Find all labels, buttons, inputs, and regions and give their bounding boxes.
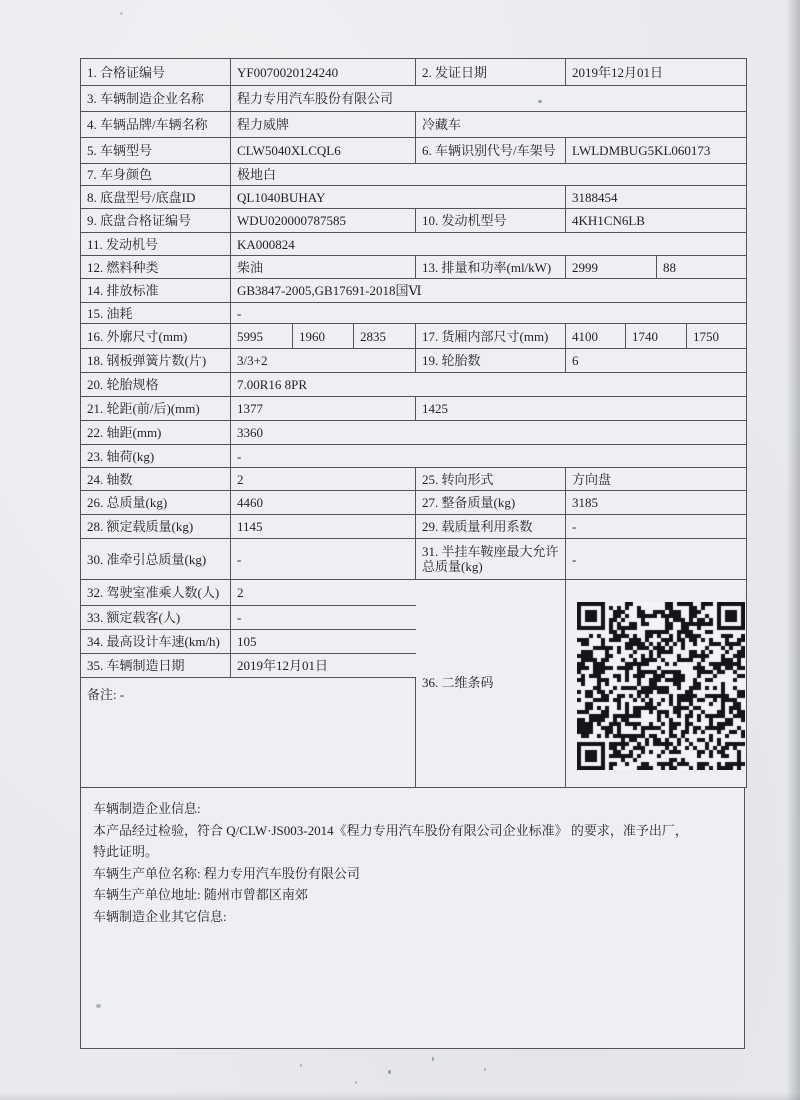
scan-speck bbox=[538, 100, 542, 103]
rated-payload-value: 1145 bbox=[231, 515, 416, 539]
rated-passengers-label: 33. 额定载客(人) bbox=[81, 606, 231, 630]
manufacturer-name-label: 3. 车辆制造企业名称 bbox=[81, 86, 231, 112]
cab-passengers-label: 32. 驾驶室准乘人数(人) bbox=[81, 580, 231, 606]
outer-length-value: 5995 bbox=[231, 324, 293, 349]
leaf-springs-value: 3/3+2 bbox=[231, 349, 416, 373]
body-color-label: 7. 车身颜色 bbox=[81, 164, 231, 186]
vehicle-name-value: 冷藏车 bbox=[416, 112, 746, 138]
steering-type-label: 25. 转向形式 bbox=[416, 468, 566, 491]
body-color-value: 极地白 bbox=[231, 164, 746, 186]
gross-mass-label: 26. 总质量(kg) bbox=[81, 491, 231, 515]
axle-count-label: 24. 轴数 bbox=[81, 468, 231, 491]
row-certificate-no bbox=[81, 59, 746, 86]
row-chassis-model bbox=[81, 186, 746, 209]
row-tyre-spec bbox=[81, 373, 746, 397]
qr-code bbox=[577, 602, 745, 770]
track-rear-value: 1425 bbox=[416, 397, 746, 421]
fifth-wheel-mass-label: 31. 半挂车鞍座最大允许总质量(kg) bbox=[416, 539, 566, 580]
towing-mass-value: - bbox=[231, 539, 416, 580]
chassis-id-value: 3188454 bbox=[566, 186, 746, 209]
scan-speck bbox=[355, 1081, 357, 1084]
chassis-model-value: QL1040BUHAY bbox=[231, 186, 566, 209]
engine-no-value: KA000824 bbox=[231, 233, 746, 256]
fuel-type-label: 12. 燃料种类 bbox=[81, 256, 231, 279]
inspection-statement-line1: 本产品经过检验，符合 Q/CLW·JS003-2014《程力专用汽车股份有限公司企业标准》 的要求，准予出厂， bbox=[93, 822, 688, 838]
chassis-model-label: 8. 底盘型号/底盘ID bbox=[81, 186, 231, 209]
tyre-count-value: 6 bbox=[566, 349, 746, 373]
producer-name-line: 车辆生产单位名称: 程力专用汽车股份有限公司 bbox=[93, 865, 360, 881]
outer-height-value: 2835 bbox=[354, 324, 416, 349]
cargo-height-value: 1750 bbox=[687, 324, 746, 349]
rated-payload-label: 28. 额定载质量(kg) bbox=[81, 515, 231, 539]
outer-dimensions-label: 16. 外廓尺寸(mm) bbox=[81, 324, 231, 349]
fuel-consumption-label: 15. 油耗 bbox=[81, 303, 231, 324]
fifth-wheel-mass-value: - bbox=[566, 539, 746, 580]
row-chassis-cert-engine-model bbox=[81, 209, 746, 233]
row-brand-name bbox=[81, 112, 746, 138]
scan-edge-shadow bbox=[786, 0, 800, 1100]
curb-mass-value: 3185 bbox=[566, 491, 746, 515]
fuel-consumption-value: - bbox=[231, 303, 746, 324]
tyre-count-label: 19. 轮胎数 bbox=[416, 349, 566, 373]
other-info-line: 车辆制造企业其它信息: bbox=[93, 908, 227, 924]
cab-passengers-value: 2 bbox=[231, 580, 416, 606]
vin-value: LWLDMBUG5KL060173 bbox=[566, 138, 746, 164]
row-track bbox=[81, 397, 746, 421]
row-axles-steering bbox=[81, 468, 746, 491]
row-manufacture-date bbox=[81, 654, 416, 678]
manufacture-date-value: 2019年12月01日 bbox=[231, 654, 416, 678]
scan-speck bbox=[484, 1068, 486, 1071]
row-fuel-displacement bbox=[81, 256, 746, 279]
wheelbase-label: 22. 轴距(mm) bbox=[81, 421, 231, 445]
row-axle-load bbox=[81, 445, 746, 468]
power-value: 88 bbox=[657, 256, 746, 279]
manufacturer-info-title: 车辆制造企业信息: bbox=[93, 801, 201, 816]
fuel-type-value: 柴油 bbox=[231, 256, 416, 279]
row-emission-standard bbox=[81, 279, 746, 303]
row-max-speed bbox=[81, 630, 416, 654]
engine-model-value: 4KH1CN6LB bbox=[566, 209, 746, 233]
issue-date-value: 2019年12月01日 bbox=[566, 59, 746, 86]
engine-model-label: 10. 发动机型号 bbox=[416, 209, 566, 233]
manufacturer-name-value: 程力专用汽车股份有限公司 bbox=[231, 86, 746, 112]
inspection-statement-line2: 特此证明。 bbox=[93, 844, 159, 859]
issue-date-label: 2. 发证日期 bbox=[416, 59, 566, 86]
load-utilization-value: - bbox=[566, 515, 746, 539]
bottom-merged-block bbox=[81, 580, 746, 787]
row-rated-passengers bbox=[81, 606, 416, 630]
row-towing-mass bbox=[81, 539, 746, 580]
vin-label: 6. 车辆识别代号/车架号 bbox=[416, 138, 566, 164]
row-engine-no bbox=[81, 233, 746, 256]
towing-mass-label: 30. 准牵引总质量(kg) bbox=[81, 539, 231, 580]
bottom-left-rows bbox=[81, 580, 416, 787]
scan-edge-shadow-bottom bbox=[0, 1092, 800, 1100]
rated-passengers-value: - bbox=[231, 606, 416, 630]
max-speed-label: 34. 最高设计车速(km/h) bbox=[81, 630, 231, 654]
cargo-length-value: 4100 bbox=[566, 324, 626, 349]
scan-speck bbox=[120, 12, 123, 15]
leaf-springs-label: 18. 钢板弹簧片数(片) bbox=[81, 349, 231, 373]
steering-type-value: 方向盘 bbox=[566, 468, 746, 491]
emission-standard-value: GB3847-2005,GB17691-2018国Ⅵ bbox=[231, 279, 746, 303]
scan-speck bbox=[96, 1004, 101, 1008]
engine-no-label: 11. 发动机号 bbox=[81, 233, 231, 256]
chassis-cert-label: 9. 底盘合格证编号 bbox=[81, 209, 231, 233]
curb-mass-label: 27. 整备质量(kg) bbox=[416, 491, 566, 515]
tyre-spec-label: 20. 轮胎规格 bbox=[81, 373, 231, 397]
scan-speck bbox=[432, 1057, 434, 1061]
scan-speck bbox=[388, 1070, 391, 1074]
row-wheelbase bbox=[81, 421, 746, 445]
wheelbase-value: 3360 bbox=[231, 421, 746, 445]
certificate-no-value: YF0070020124240 bbox=[231, 59, 416, 86]
track-front-value: 1377 bbox=[231, 397, 416, 421]
row-body-color bbox=[81, 164, 746, 186]
row-dimensions bbox=[81, 324, 746, 349]
row-model-vin bbox=[81, 138, 746, 164]
model-value: CLW5040XLCQL6 bbox=[231, 138, 416, 164]
emission-standard-label: 14. 排放标准 bbox=[81, 279, 231, 303]
scan-speck bbox=[300, 1064, 302, 1067]
remarks-cell: 备注: - bbox=[81, 678, 416, 787]
row-gross-curb-mass bbox=[81, 491, 746, 515]
track-label: 21. 轮距(前/后)(mm) bbox=[81, 397, 231, 421]
manufacturer-info-box bbox=[80, 787, 745, 1049]
row-payload bbox=[81, 515, 746, 539]
axle-count-value: 2 bbox=[231, 468, 416, 491]
axle-load-value: - bbox=[231, 445, 746, 468]
outer-width-value: 1960 bbox=[293, 324, 354, 349]
certificate-no-label: 1. 合格证编号 bbox=[81, 59, 231, 86]
row-cab-passengers bbox=[81, 580, 416, 606]
tyre-spec-value: 7.00R16 8PR bbox=[231, 373, 746, 397]
max-speed-value: 105 bbox=[231, 630, 416, 654]
qr-code-cell bbox=[566, 580, 746, 787]
row-fuel-consumption bbox=[81, 303, 746, 324]
manufacture-date-label: 35. 车辆制造日期 bbox=[81, 654, 231, 678]
chassis-cert-value: WDU020000787585 bbox=[231, 209, 416, 233]
axle-load-label: 23. 轴荷(kg) bbox=[81, 445, 231, 468]
brand-name-label: 4. 车辆品牌/车辆名称 bbox=[81, 112, 231, 138]
load-utilization-label: 29. 载质量利用系数 bbox=[416, 515, 566, 539]
displacement-value: 2999 bbox=[566, 256, 657, 279]
row-manufacturer-name bbox=[81, 86, 746, 112]
row-springs-tyres bbox=[81, 349, 746, 373]
gross-mass-value: 4460 bbox=[231, 491, 416, 515]
cargo-dimensions-label: 17. 货厢内部尺寸(mm) bbox=[416, 324, 566, 349]
certificate-table bbox=[80, 58, 747, 788]
displacement-power-label: 13. 排量和功率(ml/kW) bbox=[416, 256, 566, 279]
qr-code-label: 36. 二维条码 bbox=[416, 580, 566, 787]
brand-value: 程力威牌 bbox=[231, 112, 416, 138]
producer-address-line: 车辆生产单位地址: 随州市曾都区南郊 bbox=[93, 887, 308, 902]
cargo-width-value: 1740 bbox=[626, 324, 687, 349]
model-label: 5. 车辆型号 bbox=[81, 138, 231, 164]
